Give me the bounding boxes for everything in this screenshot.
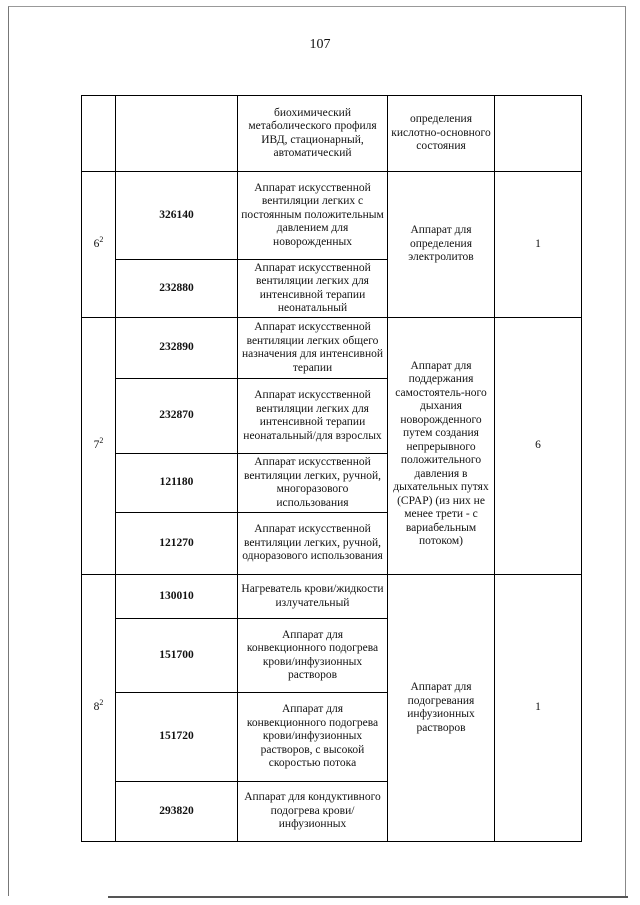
item-code: 293820 bbox=[116, 782, 238, 842]
table-row bbox=[82, 96, 582, 172]
item-description: Аппарат искусственной вентиляции легких, ручной, одноразового использования bbox=[238, 513, 388, 575]
item-code: 121270 bbox=[116, 513, 238, 575]
item-description: Аппарат искусственной вентиляции легких, ручной, многоразового использования bbox=[238, 454, 388, 513]
row-number-cell bbox=[82, 96, 116, 172]
item-description: Аппарат для кондуктивного подогрева крови/инфузионных bbox=[238, 782, 388, 842]
row-number-cell: $6^2$ bbox=[82, 172, 116, 318]
item-description: Аппарат искусственной вентиляции легких общего назначения для интенсивной терапии bbox=[238, 318, 388, 379]
item-code: 326140 bbox=[116, 172, 238, 260]
group-description: Аппарат для подогревания инфузионных растворов bbox=[388, 575, 495, 842]
group-description: определения кислотно-основного состояния bbox=[388, 96, 495, 172]
group-description: Аппарат для поддержания самостоятель-ного дыхания новорожденного путем создания непрерывного положительного давления в дыхательных путях (CPAP) (из них не менее трети - с вариабельным потоком) bbox=[388, 318, 495, 575]
item-code: 232870 bbox=[116, 379, 238, 454]
item-description: Аппарат для конвекционного подогрева крови/инфузионных растворов, с высокой скоростью потока bbox=[238, 693, 388, 782]
item-description: Аппарат для конвекционного подогрева крови/инфузионных растворов bbox=[238, 619, 388, 693]
table-row bbox=[82, 318, 582, 379]
quantity-cell: 1 bbox=[495, 575, 582, 842]
item-code: 151700 bbox=[116, 619, 238, 693]
code-cell bbox=[116, 96, 238, 172]
item-code: 151720 bbox=[116, 693, 238, 782]
quantity-cell bbox=[495, 96, 582, 172]
equipment-table bbox=[81, 95, 582, 842]
item-code: 121180 bbox=[116, 454, 238, 513]
item-code: 232880 bbox=[116, 260, 238, 318]
item-description: биохимический метаболического профиля ИВД, стационарный, автоматический bbox=[238, 96, 388, 172]
item-code: 232890 bbox=[116, 318, 238, 379]
row-number-cell: $7^2$ bbox=[82, 318, 116, 575]
item-description: Аппарат искусственной вентиляции легких для интенсивной терапии неонатальный bbox=[238, 260, 388, 318]
bottom-rule bbox=[108, 896, 628, 898]
group-description: Аппарат для определения электролитов bbox=[388, 172, 495, 318]
item-description: Аппарат искусственной вентиляции легких для интенсивной терапии неонатальный/для взрослых bbox=[238, 379, 388, 454]
table-row bbox=[82, 172, 582, 260]
row-number-cell: $8^2$ bbox=[82, 575, 116, 842]
table-row bbox=[82, 575, 582, 619]
item-description: Нагреватель крови/жидкости излучательный bbox=[238, 575, 388, 619]
quantity-cell: 1 bbox=[495, 172, 582, 318]
page-number: 107 bbox=[309, 37, 331, 52]
item-code: 130010 bbox=[116, 575, 238, 619]
quantity-cell: 6 bbox=[495, 318, 582, 575]
item-description: Аппарат искусственной вентиляции легких с постоянным положительным давлением для новорожденных bbox=[238, 172, 388, 260]
